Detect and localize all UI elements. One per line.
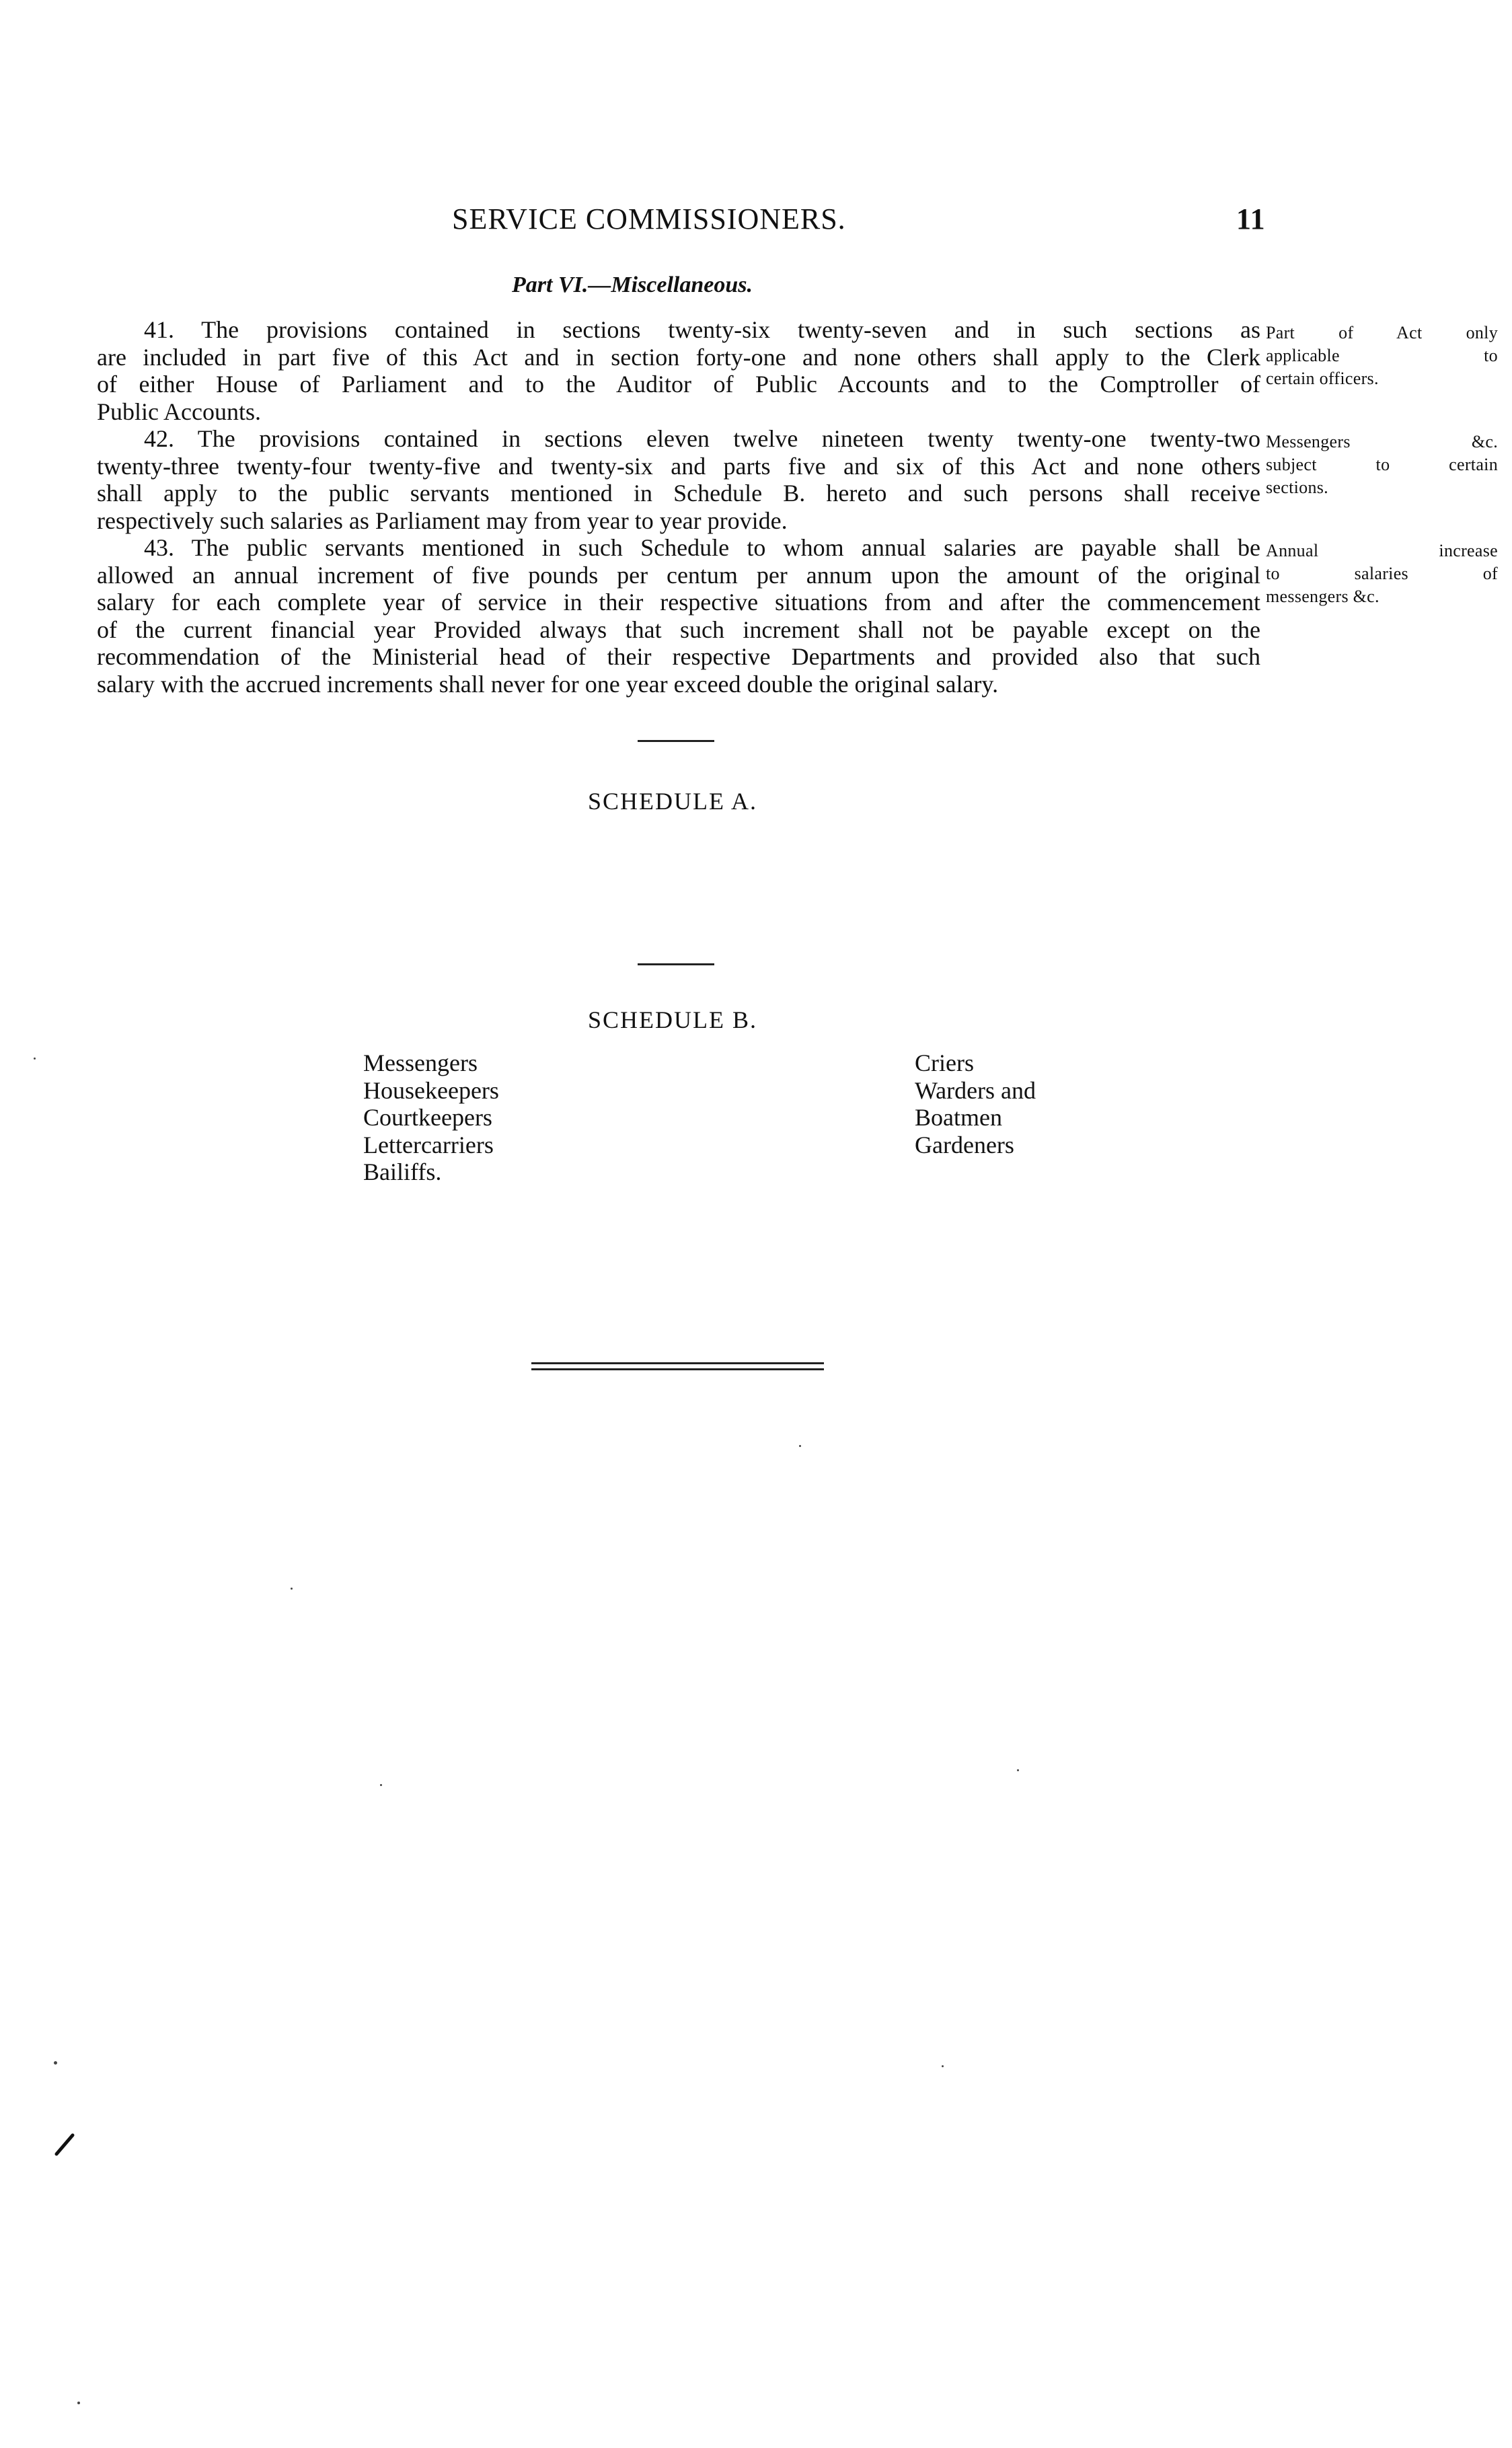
schedule-b-entry: Boatmen [915, 1104, 1002, 1131]
section-41-line: 41. The provisions contained in sections twenty-six twenty-seven and in such sections as [144, 316, 1260, 343]
section-41-line: are included in part five of this Act and in section forty-one and none others shall apply to the Clerk [97, 343, 1260, 371]
section-42 [97, 425, 1260, 534]
section-divider-rule [638, 740, 714, 742]
schedule-b-entry: Warders and [915, 1076, 1036, 1104]
page-number: 11 [1236, 202, 1266, 235]
section-41-line: Public Accounts. [97, 398, 261, 425]
section-41-line: of either House of Parliament and to the Auditor of Public Accounts and to the Comptroller of [97, 371, 1260, 398]
margin-note-line: subject to certain [1266, 455, 1498, 474]
scan-speck [34, 1058, 36, 1060]
margin-note-line: to salaries of [1266, 564, 1498, 583]
section-43 [97, 534, 1260, 698]
section-42-line: shall apply to the public servants mentioned in Schedule B. hereto and such persons shall receive [97, 480, 1260, 507]
section-divider-rule [638, 963, 714, 965]
section-42-line: twenty-three twenty-four twenty-five and twenty-six and parts five and six of this Act and none others [97, 452, 1260, 480]
margin-note-line: Part of Act only [1266, 323, 1498, 342]
schedule-b-entry: Lettercarriers [363, 1131, 494, 1158]
section-42-line: respectively such salaries as Parliament may from year to year provide. [97, 507, 788, 534]
schedule-b-title: SCHEDULE B. [587, 1006, 757, 1033]
schedule-b-entry: Courtkeepers [363, 1104, 492, 1131]
scan-speck [942, 2065, 944, 2067]
section-43-line: salary for each complete year of service in their respective situations from and after the commencement [97, 589, 1260, 616]
schedule-b-entry: Messengers [363, 1049, 478, 1076]
section-43-line: salary with the accrued increments shall never for one year exceed double the original salary. [97, 670, 999, 698]
section-43-line: of the current financial year Provided always that such increment shall not be payable except on the [97, 616, 1260, 643]
scan-speck [77, 2402, 80, 2404]
margin-note-42 [1266, 431, 1498, 499]
section-42-line: 42. The provisions contained in sections eleven twelve nineteen twenty twenty-one twenty-two [144, 425, 1260, 452]
schedule-b-entry: Gardeners [915, 1131, 1014, 1158]
scan-speck [380, 1784, 382, 1786]
section-43-line: recommendation of the Ministerial head of their respective Departments and provided also that such [97, 643, 1260, 670]
running-header-title: SERVICE COMMISSIONERS. [452, 202, 846, 235]
pencil-mark-icon [52, 2131, 79, 2158]
margin-note-line: applicable to [1266, 346, 1498, 365]
schedule-a-title: SCHEDULE A. [587, 788, 757, 815]
margin-note-line: Annual increase [1266, 541, 1498, 560]
part-heading: Part VI.—Miscellaneous. [512, 272, 753, 297]
margin-note-line: messengers &c. [1266, 587, 1379, 606]
schedule-b-entry: Criers [915, 1049, 974, 1076]
margin-note-line: sections. [1266, 478, 1328, 497]
section-43-line: allowed an annual increment of five pounds per centum per annum upon the amount of the original [97, 561, 1260, 589]
scan-speck [1017, 1769, 1019, 1771]
end-double-rule-top [531, 1362, 824, 1364]
scan-speck [291, 1588, 293, 1590]
section-43-line: 43. The public servants mentioned in such Schedule to whom annual salaries are payable shall be [144, 534, 1260, 561]
margin-note-43 [1266, 540, 1498, 608]
end-double-rule-bottom [531, 1368, 824, 1370]
schedule-b-entry: Bailiffs. [363, 1158, 442, 1185]
section-41 [97, 316, 1260, 425]
scan-speck [799, 1445, 801, 1447]
schedule-b-entry: Housekeepers [363, 1076, 499, 1104]
margin-note-41 [1266, 322, 1498, 390]
margin-note-line: Messengers &c. [1266, 432, 1498, 451]
schedule-b-left-column [363, 1049, 499, 1186]
margin-note-line: certain officers. [1266, 369, 1379, 388]
scan-speck [54, 2061, 57, 2065]
schedule-b-right-column [915, 1049, 1036, 1158]
